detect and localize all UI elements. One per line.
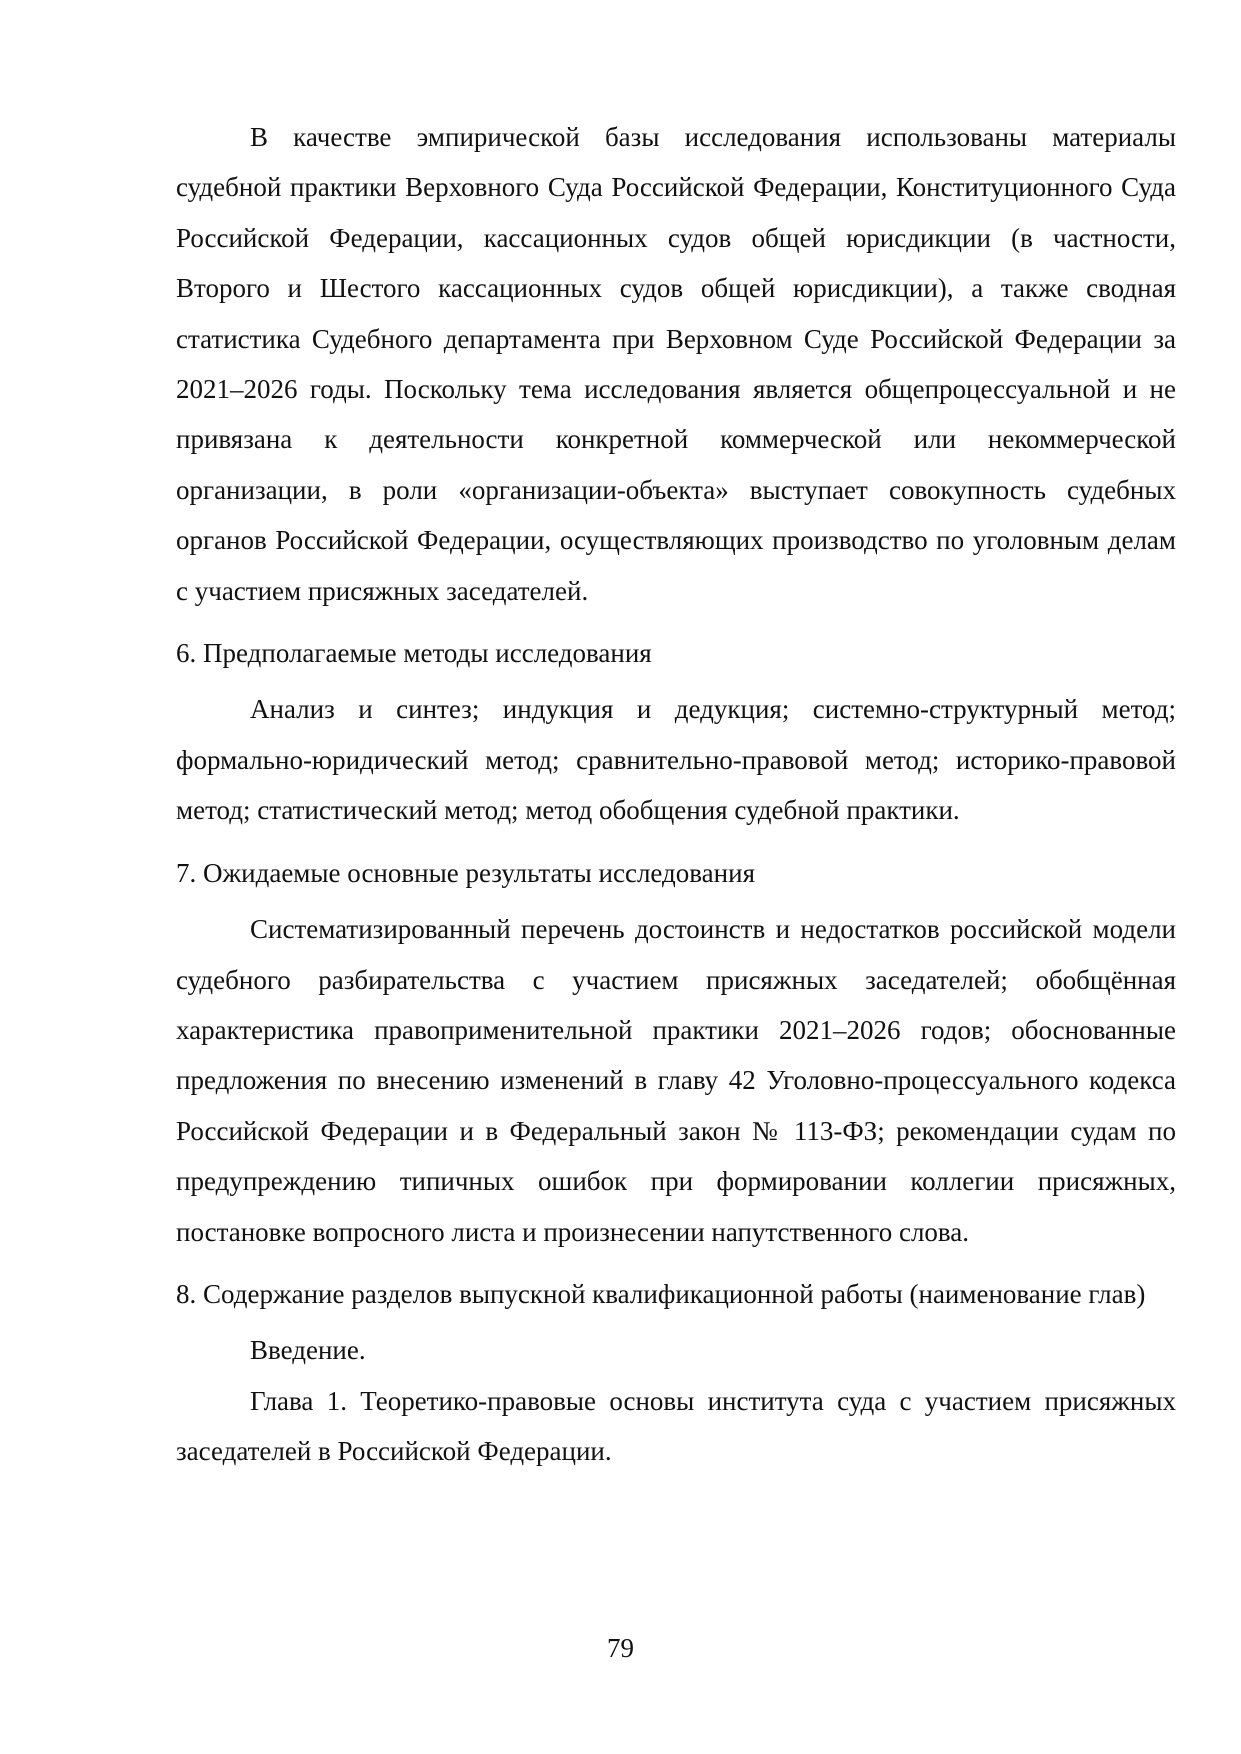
document-body (176, 112, 1176, 1477)
page-number: 79 (607, 1633, 634, 1663)
paragraph-methods: Анализ и синтез; индукция и дедукция; системно-структурный метод; формально-юридический метод; сравнительно-правовой метод; историко-правовой метод; статистический метод; метод обобщения судебной практики. (176, 694, 1176, 826)
contents-item-chapter-1: Глава 1. Теоретико-правовые основы института суда с участием присяжных заседателей в Российской Федерации. (176, 1385, 1176, 1467)
paragraph-empirical-base: В качестве эмпирической базы исследования использованы материалы судебной практики Верховного Суда Российской Федерации, Конституционного Суда Российской Федерации, кассационных судов общей юрисдикции (в частности, Второго и Шестого кассационных судов общей юрисдикции), а также сводная статистика Судебного департамента при Верховном Суде Российской Федерации за 2021–2026 годы. Поскольку тема исследования является общепроцессуальной и не привязана к деятельности конкретной коммерческой или некоммерческой организации, в роли «организации-объекта» выступает совокупность судебных органов Российской Федерации, осуществляющих производство по уголовным делам с участием присяжных заседателей. (176, 122, 1176, 606)
section-heading-methods: 6. Предполагаемые методы исследования (176, 638, 652, 669)
contents-item-introduction: Введение. (250, 1335, 366, 1366)
section-heading-contents: 8. Содержание разделов выпускной квалификационной работы (наименование глав) (176, 1278, 1146, 1309)
paragraph-results: Систематизированный перечень достоинств и недостатков российской модели судебного разбирательства с участием присяжных заседателей; обобщённая характеристика правоприменительной практики 2021–2026 годов; обоснованные предложения по внесению изменений в главу 42 Уголовно-процессуального кодекса Российской Федерации и в Федеральный закон № 113-ФЗ; рекомендации судам по предупреждению типичных ошибок при формировании коллегии присяжных, постановке вопросного листа и произнесении напутственного слова. (176, 914, 1176, 1247)
section-heading-results: 7. Ожидаемые основные результаты исследования (176, 857, 755, 888)
